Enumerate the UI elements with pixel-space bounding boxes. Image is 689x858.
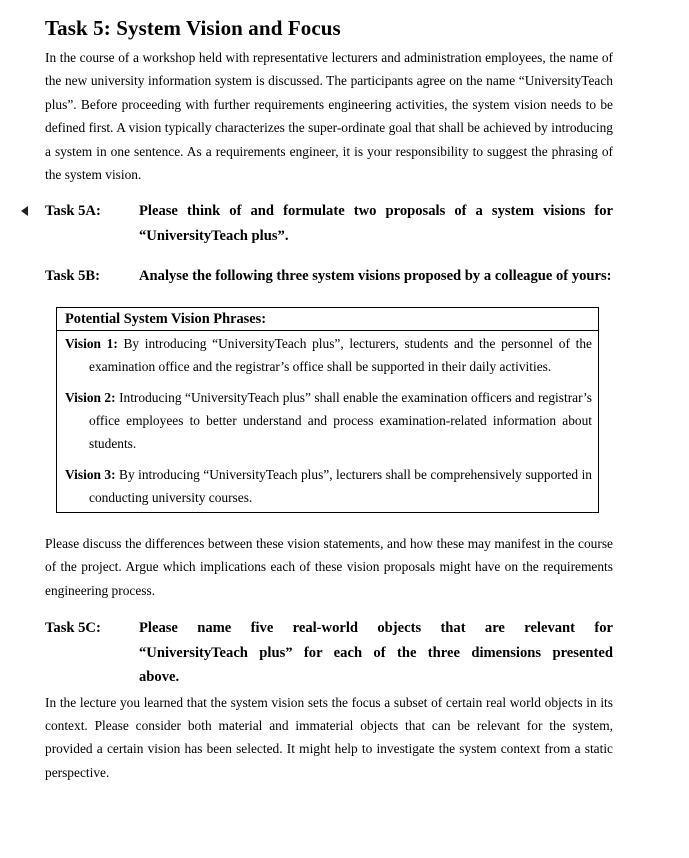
vision-item-2 [65, 386, 592, 455]
vision-item-1 [65, 332, 592, 378]
task-5c-text: Please name five real-world objects that are relevant for “UniversityTeach plus” for each of the three dimensions presented above. [139, 620, 613, 686]
collapse-triangle-icon[interactable] [21, 206, 28, 216]
task-5c [45, 616, 613, 690]
vision-3-text: By introducing “UniversityTeach plus”, lecturers shall be comprehensively supported in conducting university courses. [89, 466, 592, 505]
task-5a-text: Please think of and formulate two proposals of a system visions for “UniversityTeach plus”. [139, 203, 613, 244]
discussion-paragraph: Please discuss the differences between these vision statements, and how these may manifest in the course of the project. Argue which implications each of these vision proposals might have on the requirements engineering process. [45, 535, 613, 598]
task-5c-label: Task 5C: [45, 620, 101, 637]
task-5b-text: Analyse the following three system visions proposed by a colleague of yours: [139, 268, 612, 285]
vision-item-3 [65, 463, 592, 509]
document-page [45, 14, 613, 784]
vision-2-label: Vision 2: [65, 389, 116, 405]
task-5a-label: Task 5A: [45, 203, 101, 220]
task-5b [45, 264, 613, 289]
lecture-paragraph: In the lecture you learned that the system vision sets the focus a subset of certain real world objects in its context. Please consider both material and immaterial objects that can be relevant for the system, provided a certain vision has been selected. It might help to investigate the system context from a static perspective. [45, 694, 613, 780]
task-5a [45, 199, 613, 248]
intro-paragraph: In the course of a workshop held with representative lecturers and administration employees, the name of the new university information system is discussed. The participants agree on the name “UniversityTeach plus”. Before proceeding with further requirements engineering activities, the system vision needs to be defined first. A vision typically characterizes the super-ordinate goal that shall be achieved by introducing a system in one sentence. As a requirements engineer, it is your responsibility to suggest the phrasing of the system vision. [45, 50, 613, 183]
vision-table-heading: Potential System Vision Phrases: [57, 308, 598, 331]
vision-1-text: By introducing “UniversityTeach plus”, lecturers, students and the personnel of the examination office and the registrar’s office shall be supported in their daily activities. [89, 335, 592, 374]
task-5b-label: Task 5B: [45, 268, 101, 285]
vision-list [57, 331, 598, 512]
vision-1-label: Vision 1: [65, 335, 118, 351]
vision-3-label: Vision 3: [65, 466, 116, 482]
vision-table [56, 307, 599, 513]
page-title: Task 5: System Vision and Focus [45, 16, 341, 40]
vision-2-text: Introducing “UniversityTeach plus” shall enable the examination officers and registrar’s office employees to better understand and process examination-related information about students. [89, 389, 592, 451]
